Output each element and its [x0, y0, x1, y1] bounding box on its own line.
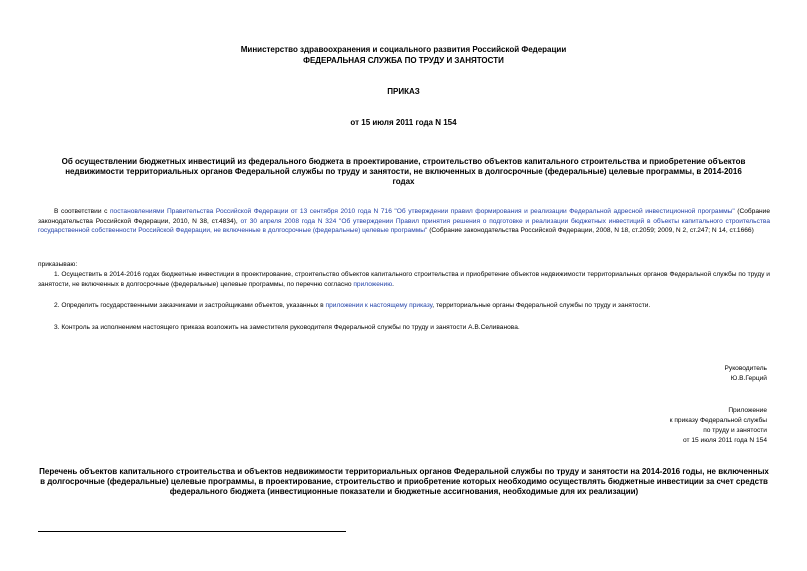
item-2-text: 2. Определить государственными заказчиками и застройщиками объектов, указанных в	[54, 302, 326, 309]
footnote-divider	[38, 531, 346, 532]
item-3: 3. Контроль за исполнением настоящего приказа возложить на заместителя руководителя Федеральной службы по труду и занятости А.В.Селиванова.	[54, 324, 520, 331]
item-1-text: 1. Осуществить в 2014-2016 годах бюджетные инвестиции в проектирование, строительство объектов капитального строительства и приобретение объектов недвижимости территориальных органов Федеральной службы по труду и занятости, не включенных в долгосрочные (федеральные) целевые программы, по перечню согласно	[38, 271, 770, 288]
order-date-number: от 15 июля 2011 года N 154	[350, 118, 457, 127]
preamble-link-1[interactable]: постановлениями Правительства Российской Федерации от 13 сентября 2010 года N 716 "Об утверждении правил формирования и реализации Федеральной адресной инвестиционной программы"	[109, 208, 735, 215]
appendix-ref-2: по труду и занятости	[703, 427, 767, 434]
item-1	[38, 270, 770, 289]
order-title: Об осуществлении бюджетных инвестиций из федерального бюджета в проектирование, строительство объектов капитального строительства и приобретение объектов недвижимости территориальных органов Федеральной службы по труду и занятости, не включенных в долгосрочные (федеральные) целевые программы, в 2014-2016 годах	[61, 157, 746, 186]
preamble-text-2: (Собрание законодательства Российской Федерации, 2010, N 38, ст.4834),	[38, 208, 770, 225]
appendix-date: от 15 июля 2011 года N 154	[682, 437, 767, 444]
signature-position: Руководитель	[724, 365, 767, 372]
preamble-paragraph	[38, 207, 770, 236]
preamble-text-1: В соответствии с	[54, 208, 110, 215]
item-1-link[interactable]: приложению	[353, 280, 393, 288]
list-title: Перечень объектов капитального строительства и объектов недвижимости территориальных органов Федеральной службы по труду и занятости на 2014-2016 годы, не включенных в долгосрочные (федеральные) целевые программы, в проектирование, строительство и приобретение которых необходимо осуществлять бюджетные инвестиции за счет средств федерального бюджета (инвестиционные показатели и бюджетные ассигнования, необходимые для их реализации)	[39, 467, 769, 496]
service-heading: ФЕДЕРАЛЬНАЯ СЛУЖБА ПО ТРУДУ И ЗАНЯТОСТИ	[303, 56, 504, 65]
item-2-link[interactable]: приложении к настоящему приказу	[325, 302, 433, 309]
ministry-heading: Министерство здравоохранения и социального развития Российской Федерации	[240, 45, 567, 54]
appendix-label: Приложение	[728, 407, 767, 414]
order-word: приказываю:	[38, 261, 78, 268]
item-1-end: .	[392, 280, 394, 288]
item-2	[54, 301, 770, 311]
preamble-link-2[interactable]: от 30 апреля 2008 года N 324 "Об утверждении Правил принятия решения о подготовке и реализации бюджетных инвестиций в объекты капитального строительства государственной собственности Российской Федерации, не включенные в долгосрочные (федеральные) целевые программы"	[38, 217, 770, 235]
signature-name: Ю.В.Герций	[730, 375, 767, 382]
appendix-ref: к приказу Федеральной службы	[669, 417, 767, 424]
preamble-text-3: (Собрание законодательства Российской Федерации, 2008, N 18, ст.2059; 2009, N 2, ст.247; N 14, ст.1666)	[427, 227, 754, 235]
item-2-end: , территориальные органы Федеральной службы по труду и занятости.	[432, 302, 651, 309]
document-type: ПРИКАЗ	[387, 87, 420, 96]
